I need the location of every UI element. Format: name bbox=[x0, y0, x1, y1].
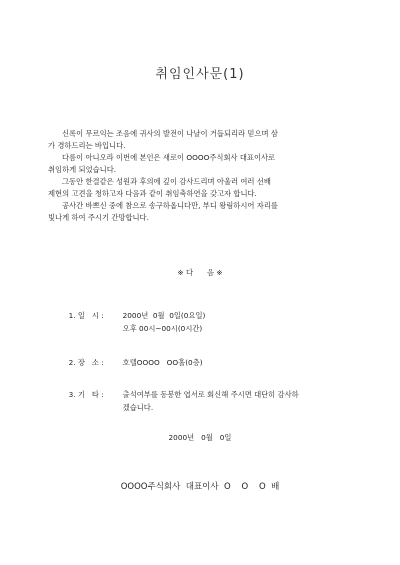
item-value: 겠습니다. bbox=[122, 403, 154, 412]
body-paragraph-4 bbox=[48, 200, 360, 224]
item-label: 3. 기 타 : bbox=[68, 390, 104, 399]
body-line: 제현의 고견을 청하고자 다음과 같이 취임축하연을 갖고자 합니다. bbox=[48, 189, 257, 198]
item-label: 2. 장 소 : bbox=[68, 358, 104, 367]
body-line: 취임하게 되었습니다. bbox=[48, 165, 117, 174]
document-title: 취임인사문(1) bbox=[155, 67, 245, 82]
detail-item-datetime bbox=[64, 296, 205, 335]
body-line: 공사간 바쁘신 중에 참으로 송구하옵니다만, 부디 왕림하시어 자리를 bbox=[62, 201, 278, 210]
item-value: 호텔OOOO OO홀(0층) bbox=[122, 358, 203, 367]
body-line: 신록이 무르익는 조음에 귀사의 발전이 나날이 거듭되리라 믿으며 삼 bbox=[62, 129, 278, 138]
item-label: 1. 일 시 : bbox=[68, 311, 104, 320]
body-line: 빛나게 하여 주시기 간망합니다. bbox=[48, 213, 149, 222]
body-paragraph-3 bbox=[48, 176, 360, 200]
body-paragraph-2 bbox=[48, 152, 360, 176]
item-value: 오후 00시~00시(0시간) bbox=[122, 324, 203, 333]
signature-line: OOOO주식회사 대표이사 O O O 배 bbox=[120, 482, 280, 492]
detail-item-etc bbox=[64, 375, 299, 414]
body-line: 그동안 한결같은 성원과 후의에 깊이 감사드리며 아울러 여러 선배 bbox=[62, 177, 271, 186]
body-line: 가 경하드리는 바입니다. bbox=[48, 141, 126, 150]
item-value: 2000년 0월 0일(0요일) bbox=[122, 311, 206, 320]
body-line: 다름이 아니오라 이번에 본인은 새로이 OOOO주식회사 대표이사로 bbox=[62, 153, 276, 162]
body-paragraph-1 bbox=[48, 128, 360, 152]
notice-heading: ※ 다 음 ※ bbox=[177, 268, 223, 277]
item-value: 출석여부를 동봉한 엽서로 회신해 주시면 대단히 감사하 bbox=[122, 390, 299, 399]
document-date: 2000년 0월 0일 bbox=[168, 433, 232, 442]
detail-item-place bbox=[64, 343, 203, 369]
